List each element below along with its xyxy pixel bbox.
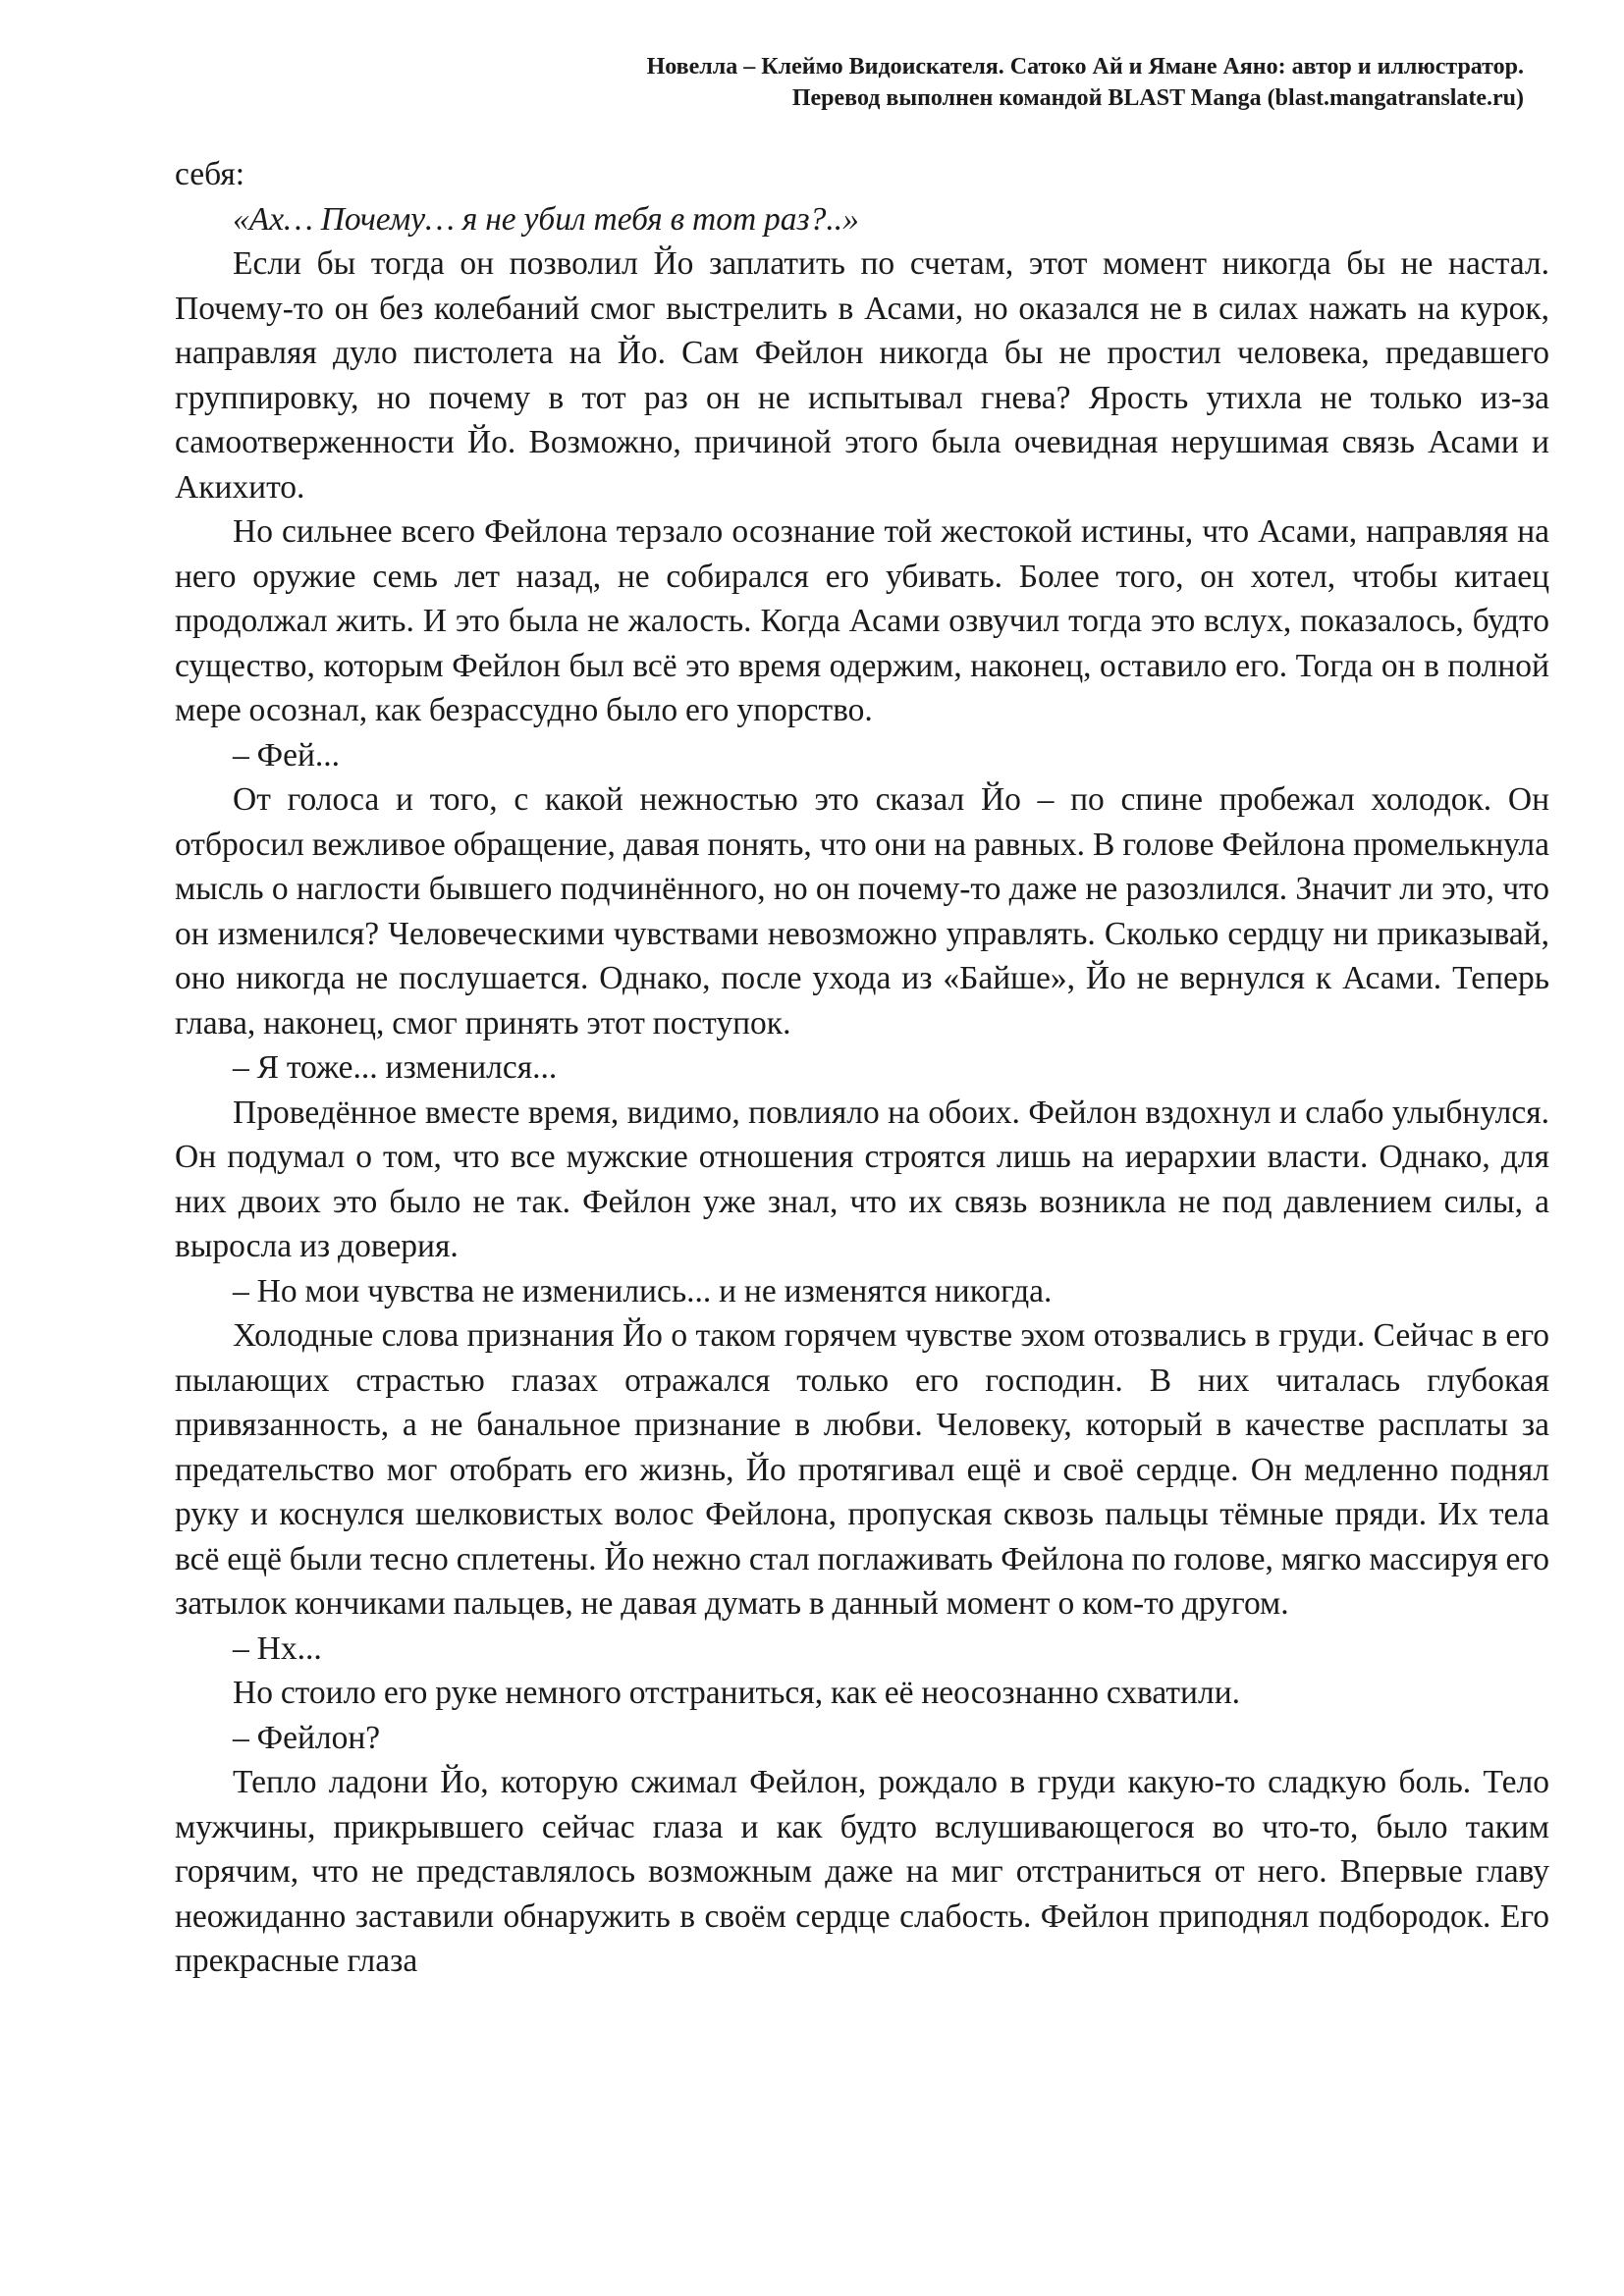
paragraph-italic-thought: «Ах… Почему… я не убил тебя в тот раз?..» — [233, 200, 859, 238]
body-text — [175, 152, 1549, 1984]
paragraph: Холодные слова признания Йо о таком горячем чувстве эхом отозвались в груди. Сейчас в его пылающих страстью глазах отражался только его господин. В них читалась глубокая привязанность, а не банальное признание в любви. Человеку, который в качестве расплаты за предательство мог отобрать его жизнь, Йо протягивал ещё и своё сердце. Он медленно поднял руку и коснулся шелковистых волос Фейлона, пропуская сквозь пальцы тёмные пряди. Их тела всё ещё были тесно сплетены. Йо нежно стал поглаживать Фейлона по голове, мягко массируя его затылок кончиками пальцев, не давая думать в данный момент о ком-то другом. — [175, 1317, 1549, 1622]
page-header — [247, 51, 1524, 114]
paragraph: Но сильнее всего Фейлона терзало осознание той жестокой истины, что Асами, направляя на него оружие семь лет назад, не собирался его убивать. Более того, он хотел, чтобы китаец продолжал жить. И это была не жалость. Когда Асами озвучил тогда это вслух, показалось, будто существо, которым Фейлон был всё это время одержим, наконец, оставило его. Тогда он в полной мере осознал, как безрассудно было его упорство. — [175, 513, 1549, 728]
dialogue-line: – Но мои чувства не изменились... и не изменятся никогда. — [233, 1272, 1053, 1309]
dialogue-line: – Я тоже... изменился... — [233, 1049, 558, 1086]
paragraph: От голоса и того, с какой нежностью это сказал Йо – по спине пробежал холодок. Он отбросил вежливое обращение, давая понять, что они на равных. В голове Фейлона промелькнула мысль о наглости бывшего подчинённого, но он почему-то даже не разозлился. Значит ли это, что он изменился? Человеческими чувствами невозможно управлять. Сколько сердцу ни приказывай, оно никогда не послушается. Однако, после ухода из «Байше», Йо не вернулся к Асами. Теперь глава, наконец, смог принять этот поступок. — [175, 781, 1549, 1041]
paragraph: себя: — [175, 156, 245, 192]
dialogue-line: – Фейлон? — [233, 1719, 381, 1756]
paragraph: Тепло ладони Йо, которую сжимал Фейлон, рождало в груди какую-то сладкую боль. Тело мужчины, прикрывшего сейчас глаза и как будто вслушивающегося во что-то, было таким горячим, что не представлялось возможным даже на миг отстраниться от него. Впервые главу неожиданно заставили обнаружить в своём сердце слабость. Фейлон приподнял подбородок. Его прекрасные глаза — [175, 1764, 1549, 1979]
paragraph: Проведённое вместе время, видимо, повлияло на обоих. Фейлон вздохнул и слабо улыбнулся. Он подумал о том, что все мужские отношения строятся лишь на иерархии власти. Однако, для них двоих это было не так. Фейлон уже знал, что их связь возникла не под давлением силы, а выросла из доверия. — [175, 1094, 1549, 1264]
paragraph: Но стоило его руке немного отстраниться, как её неосознанно схватили. — [233, 1675, 1241, 1711]
header-title-line: Новелла – Клеймо Видоискателя. Сатоко Ай и Ямане Аяно: автор и иллюстратор. — [646, 54, 1524, 80]
dialogue-line: – Фей... — [233, 736, 341, 774]
header-credits-line: Перевод выполнен командой BLAST Manga (blast.mangatranslate.ru) — [791, 85, 1524, 111]
paragraph: Если бы тогда он позволил Йо заплатить по счетам, этот момент никогда бы не настал. Почему-то он без колебаний смог выстрелить в Асами, но оказался не в силах нажать на курок, направляя дуло пистолета на Йо. Сам Фейлон никогда бы не простил человека, предавшего группировку, но почему в тот раз он не испытывал гнева? Ярость утихла не только из-за самоотверженности Йо. Возможно, причиной этого была очевидная нерушимая связь Асами и Акихито. — [175, 245, 1549, 506]
dialogue-line: – Нх... — [233, 1629, 322, 1667]
